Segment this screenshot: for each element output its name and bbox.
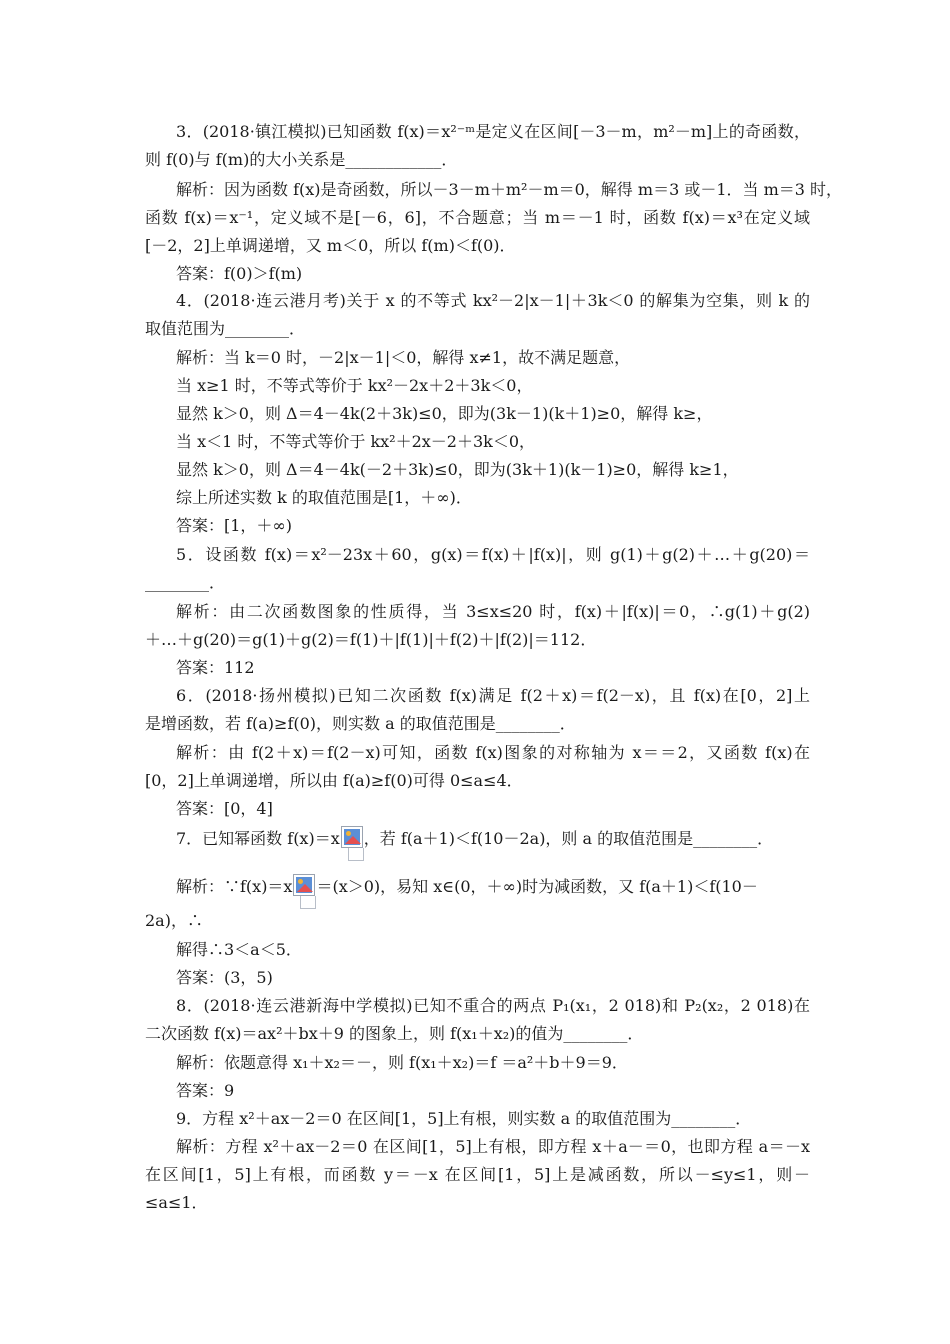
problem-3-solution: 解析：因为函数 f(x)是奇函数，所以－3－m＋m²－m＝0，解得 m＝3 或－1．当 m＝3 时， bbox=[176, 180, 843, 199]
problem-8-stem: 8．(2018·连云港新海中学模拟)已知不重合的两点 P₁(x₁，2 018)和 P₂(x₂，2 018)在 bbox=[176, 996, 810, 1015]
problem-7-solution bbox=[176, 873, 810, 901]
problem-5-stem-cont: ________． bbox=[145, 573, 226, 592]
problem-4-stem-cont: 取值范围为________． bbox=[145, 319, 306, 338]
problem-3-solution-cont: [－2，2]上单调递增，又 m＜0，所以 f(m)＜f(0)． bbox=[145, 236, 516, 255]
problem-7-stem bbox=[176, 825, 810, 853]
problem-9-solution-cont: 在区间[1，5]上有根，而函数 y＝－x 在区间[1，5]上是减函数，所以－≤y≤1，则－ bbox=[145, 1165, 810, 1184]
problem-6-answer: 答案：[0，4] bbox=[176, 799, 273, 818]
problem-5-stem: 5．设函数 f(x)＝x²－23x＋60，g(x)＝f(x)＋|f(x)|，则 g(1)＋g(2)＋…＋g(20)＝ bbox=[176, 545, 810, 564]
problem-3-solution-cont: 函数 f(x)＝x⁻¹，定义域不是[－6，6]，不合题意；当 m＝－1 时，函数 f(x)＝x³在定义域 bbox=[145, 208, 810, 227]
problem-4-solution-line: 当 x≥1 时，不等式等价于 kx²－2x＋2＋3k＜0， bbox=[176, 376, 533, 395]
problem-4-solution-line: 显然 k＞0，则 Δ＝4－4k(2＋3k)≤0，即为(3k－1)(k＋1)≥0，解得 k≥， bbox=[176, 404, 713, 423]
problem-8-answer: 答案：9 bbox=[176, 1081, 235, 1100]
problem-8-stem-cont: 二次函数 f(x)＝ax²＋bx＋9 的图象上，则 f(x₁＋x₂)的值为________． bbox=[145, 1024, 644, 1043]
problem-5-answer: 答案：112 bbox=[176, 658, 255, 677]
problem-3-stem: 3．(2018·镇江模拟)已知函数 f(x)＝x²⁻ᵐ是定义在区间[－3－m，m²－m]上的奇函数， bbox=[176, 122, 810, 141]
problem-7-stem-text: ，若 f(a＋1)＜f(10－2a)，则 a 的取值范围是________． bbox=[363, 829, 774, 848]
problem-8-solution: 解析：依题意得 x₁＋x₂＝－，则 f(x₁＋x₂)＝f ＝a²＋b＋9＝9． bbox=[176, 1053, 628, 1072]
problem-6-stem: 6．(2018·扬州模拟)已知二次函数 f(x)满足 f(2＋x)＝f(2－x)，且 f(x)在[0，2]上 bbox=[176, 686, 810, 705]
problem-7-stem-text: 7．已知幂函数 f(x)＝x bbox=[176, 829, 340, 848]
problem-7-solution-cont: 2a)，∴ bbox=[145, 911, 203, 930]
problem-6-solution: 解析：由 f(2＋x)＝f(2－x)可知，函数 f(x)图象的对称轴为 x＝＝2，又函数 f(x)在 bbox=[176, 743, 810, 762]
problem-4-solution-line: 显然 k＞0，则 Δ＝4－4k(－2＋3k)≤0，即为(3k＋1)(k－1)≥0，解得 k≥1， bbox=[176, 460, 739, 479]
problem-4-solution-line: 当 x＜1 时，不等式等价于 kx²＋2x－2＋3k＜0， bbox=[176, 432, 536, 451]
problem-7-solution-text: ＝(x＞0)，易知 x∈(0，＋∞)时为减函数，又 f(a＋1)＜f(10－ bbox=[316, 877, 758, 896]
problem-6-solution-cont: [0，2]上单调递增，所以由 f(a)≥f(0)可得 0≤a≤4． bbox=[145, 771, 523, 790]
missing-image-icon bbox=[293, 874, 315, 896]
problem-7-solution-text: 解析：∵f(x)＝x bbox=[176, 877, 293, 896]
problem-5-solution-cont: ＋…＋g(20)＝g(1)＋g(2)＝f(1)＋|f(1)|＋f(2)＋|f(2)|＝112． bbox=[145, 630, 597, 649]
problem-3-answer: 答案：f(0)＞f(m) bbox=[176, 264, 303, 283]
missing-image-icon bbox=[341, 826, 363, 848]
problem-9-solution-cont: ≤a≤1． bbox=[145, 1193, 208, 1212]
problem-4-answer: 答案：[1，＋∞) bbox=[176, 516, 292, 535]
problem-4-stem: 4．(2018·连云港月考)关于 x 的不等式 kx²－2|x－1|＋3k＜0 的解集为空集，则 k 的 bbox=[176, 291, 810, 310]
problem-3-stem-cont: 则 f(0)与 f(m)的大小关系是____________． bbox=[145, 150, 458, 169]
problem-9-solution: 解析：方程 x²＋ax－2＝0 在区间[1，5]上有根，即方程 x＋a－＝0，也即方程 a＝－x bbox=[176, 1137, 810, 1156]
problem-7-answer: 答案：(3，5) bbox=[176, 968, 273, 987]
problem-4-solution: 解析：当 k＝0 时，－2|x－1|＜0，解得 x≠1，故不满足题意， bbox=[176, 348, 631, 367]
problem-4-solution-line: 综上所述实数 k 的取值范围是[1，＋∞)． bbox=[176, 488, 472, 507]
problem-6-stem-cont: 是增函数，若 f(a)≥f(0)，则实数 a 的取值范围是________． bbox=[145, 714, 576, 733]
problem-9-stem: 9．方程 x²＋ax－2＝0 在区间[1，5]上有根，则实数 a 的取值范围为________． bbox=[176, 1109, 752, 1128]
problem-5-solution: 解析：由二次函数图象的性质得，当 3≤x≤20 时，f(x)＋|f(x)|＝0，∴g(1)＋g(2) bbox=[176, 602, 810, 621]
problem-7-solution-line: 解得∴3＜a＜5． bbox=[176, 940, 302, 959]
